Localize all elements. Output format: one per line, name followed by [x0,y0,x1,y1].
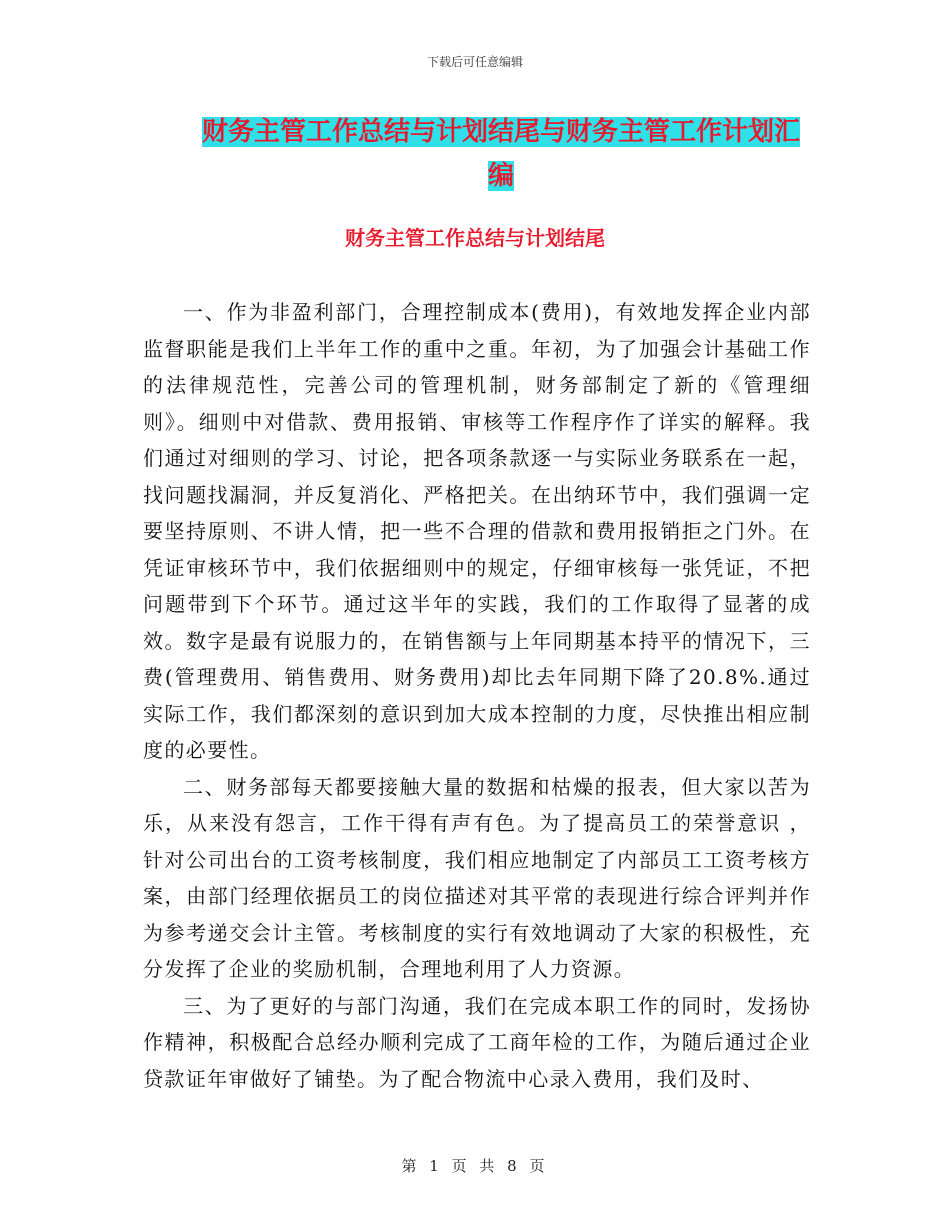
document-title [193,110,809,198]
paragraph-2: 二、财务部每天都要接触大量的数据和枯燥的报表，但大家以苦为乐，从来没有怨言，工作干得有声有色。为了提高员工的荣誉意识 ，针对公司出台的工资考核制度，我们相应地制定了内部员工工资考核方案，由部门经理依据员工的岗位描述对其平常的表现进行综合评判并作为参考递交会计主管。考核制度的实行有效地调动了大家的积极性，充分发挥了企业的奖励机制，合理地利用了人力资源。 [143,774,811,981]
document-title-text: 财务主管工作总结与计划结尾与财务主管工作计划汇编 [201,117,800,191]
paragraph-3: 三、为了更好的与部门沟通，我们在完成本职工作的同时，发扬协作精神，积极配合总经办顺利完成了工商年检的工作，为随后通过企业贷款证年审做好了铺垫。为了配合物流中心录入费用，我们及时、 [143,993,811,1091]
header-note: 下载后可任意编辑 [426,55,523,69]
document-body [143,294,811,1097]
section-title: 财务主管工作总结与计划结尾 [345,226,605,250]
page-number: 第 1 页 共 8 页 [401,1157,549,1175]
paragraph-1: 一、作为非盈利部门，合理控制成本(费用)，有效地发挥企业内部监督职能是我们上半年工作的重中之重。年初，为了加强会计基础工作的法律规范性，完善公司的管理机制，财务部制定了新的《管理细则》。细则中对借款、费用报销、审核等工作程序作了详实的解释。我们通过对细则的学习、讨论，把各项条款逐一与实际业务联系在一起，找问题找漏洞，并反复消化、严格把关。在出纳环节中，我们强调一定要坚持原则、不讲人情，把一些不合理的借款和费用报销拒之门外。在凭证审核环节中，我们依据细则中的规定，仔细审核每一张凭证，不把问题带到下个环节。通过这半年的实践，我们的工作取得了显著的成效。数字是最有说服力的，在销售额与上年同期基本持平的情况下，三费(管理费用、销售费用、财务费用)却比去年同期下降了20.8%.通过实际工作，我们都深刻的意识到加大成本控制的力度，尽快推出相应制度的必要性。 [143,300,811,762]
